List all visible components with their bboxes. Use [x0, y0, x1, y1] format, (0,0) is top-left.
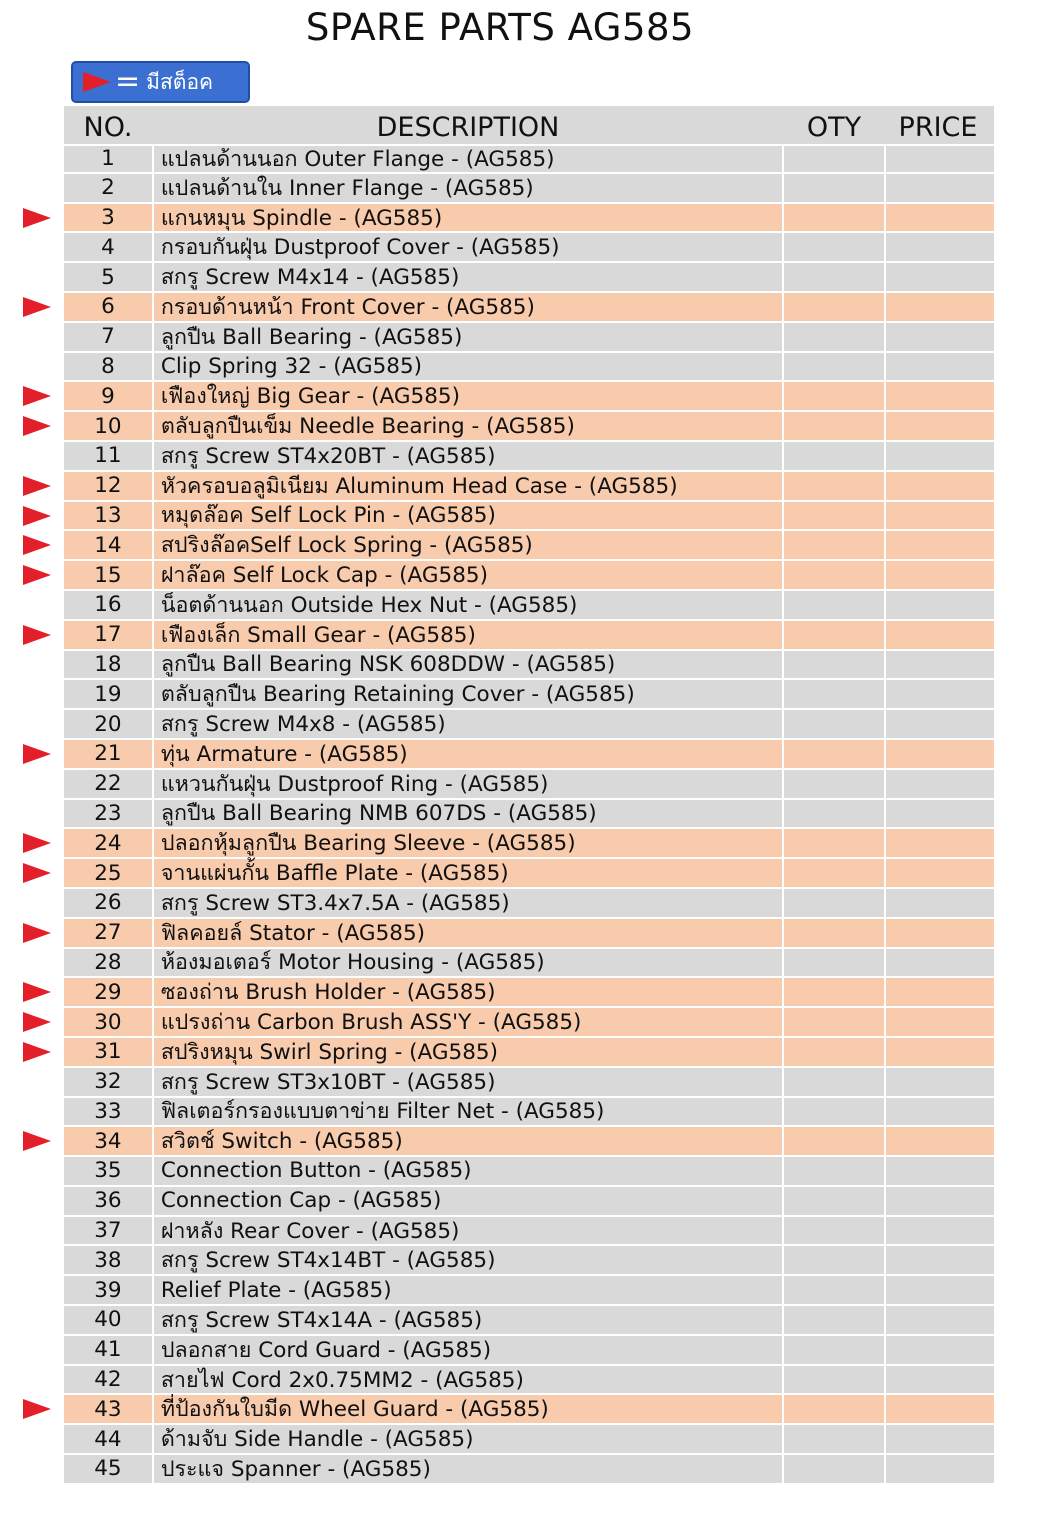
table-row	[64, 561, 994, 591]
table-row	[64, 263, 994, 293]
row-description: สกรู Screw M4x14 - (AG585)	[152, 263, 783, 291]
row-qty	[782, 146, 884, 172]
row-number: 9	[101, 383, 115, 409]
in-stock-marker-icon	[83, 72, 111, 92]
row-number: 39	[94, 1277, 122, 1303]
row-number: 4	[101, 234, 115, 260]
row-qty	[782, 1217, 884, 1245]
row-price	[884, 263, 994, 291]
row-price	[884, 472, 994, 500]
row-description: ลูกปืน Ball Bearing - (AG585)	[152, 323, 783, 351]
row-qty	[782, 859, 884, 887]
table-row	[64, 1425, 994, 1455]
row-description: สกรู Screw ST3.4x7.5A - (AG585)	[152, 889, 783, 917]
table-row	[64, 740, 994, 770]
row-price	[884, 1336, 994, 1364]
row-number: 18	[94, 651, 122, 677]
row-description: สปริงหมุน Swirl Spring - (AG585)	[152, 1038, 783, 1066]
row-qty	[782, 293, 884, 321]
row-price	[884, 502, 994, 530]
in-stock-marker-icon	[23, 923, 51, 943]
table-row	[64, 323, 994, 353]
in-stock-marker-icon	[23, 625, 51, 645]
row-price	[884, 1425, 994, 1453]
table-row	[64, 770, 994, 800]
row-qty	[782, 949, 884, 977]
row-price	[884, 1098, 994, 1126]
table-row	[64, 174, 994, 204]
table-row	[64, 651, 994, 681]
row-number: 17	[94, 622, 122, 648]
row-qty	[782, 561, 884, 589]
stock-legend	[71, 61, 250, 103]
in-stock-marker-icon	[23, 982, 51, 1002]
row-price	[884, 174, 994, 202]
row-description: แหวนกันฝุ่น Dustproof Ring - (AG585)	[152, 770, 783, 798]
row-number: 29	[94, 979, 122, 1005]
row-description: ฟิลคอยล์ Stator - (AG585)	[152, 919, 783, 947]
row-qty	[782, 323, 884, 351]
table-row	[64, 1068, 994, 1098]
row-description: กรอบกันฝุ่น Dustproof Cover - (AG585)	[152, 233, 783, 261]
row-qty	[782, 770, 884, 798]
row-description: สกรู Screw M4x8 - (AG585)	[152, 710, 783, 738]
row-description: น็อตด้านนอก Outside Hex Nut - (AG585)	[152, 591, 783, 619]
row-description: เฟืองใหญ่ Big Gear - (AG585)	[152, 382, 783, 410]
table-row	[64, 293, 994, 323]
row-number: 7	[101, 324, 115, 350]
row-description: สายไฟ Cord 2x0.75MM2 - (AG585)	[152, 1366, 783, 1394]
row-price	[884, 1157, 994, 1185]
row-price	[884, 978, 994, 1006]
row-description: ฟิลเตอร์กรองแบบตาข่าย Filter Net - (AG585)	[152, 1098, 783, 1126]
row-price	[884, 412, 994, 440]
page-title: SPARE PARTS AG585	[305, 6, 695, 49]
row-description: ฝาล๊อค Self Lock Cap - (AG585)	[152, 561, 783, 589]
in-stock-marker-icon	[23, 208, 51, 228]
table-row	[64, 233, 994, 263]
legend-label: มีสต็อค	[146, 69, 214, 94]
row-description: ห้องมอเตอร์ Motor Housing - (AG585)	[152, 949, 783, 977]
row-number: 8	[101, 353, 115, 379]
in-stock-marker-icon	[23, 744, 51, 764]
table-row	[64, 531, 994, 561]
in-stock-marker-icon	[23, 297, 51, 317]
row-qty	[782, 412, 884, 440]
row-qty	[782, 621, 884, 649]
table-row	[64, 1366, 994, 1396]
table-row	[64, 1395, 994, 1425]
row-number: 43	[94, 1396, 122, 1422]
row-description: ประแจ Spanner - (AG585)	[152, 1455, 783, 1483]
table-row	[64, 412, 994, 442]
row-price	[884, 1395, 994, 1423]
row-number: 19	[94, 681, 122, 707]
row-price	[884, 353, 994, 381]
row-price	[884, 1038, 994, 1066]
row-description: ด้ามจับ Side Handle - (AG585)	[152, 1425, 783, 1453]
row-description: ฝาหลัง Rear Cover - (AG585)	[152, 1217, 783, 1245]
row-qty	[782, 233, 884, 261]
row-qty	[782, 1366, 884, 1394]
in-stock-marker-icon	[23, 1042, 51, 1062]
row-description: ทุ่น Armature - (AG585)	[152, 740, 783, 768]
row-description: Connection Cap - (AG585)	[152, 1187, 783, 1215]
row-price	[884, 382, 994, 410]
row-qty	[782, 651, 884, 679]
row-price	[884, 710, 994, 738]
in-stock-marker-icon	[23, 863, 51, 883]
row-price	[884, 442, 994, 470]
row-qty	[782, 800, 884, 828]
row-number: 23	[94, 800, 122, 826]
row-description: ตลับลูกปืนเข็ม Needle Bearing - (AG585)	[152, 412, 783, 440]
row-qty	[782, 502, 884, 530]
row-description: สกรู Screw ST4x14BT - (AG585)	[152, 1246, 783, 1274]
table-row	[64, 1246, 994, 1276]
table-row	[64, 1336, 994, 1366]
row-number: 30	[94, 1009, 122, 1035]
row-description: สปริงล๊อคSelf Lock Spring - (AG585)	[152, 531, 783, 559]
row-number: 20	[94, 711, 122, 737]
row-number: 5	[101, 264, 115, 290]
row-description: ลูกปืน Ball Bearing NSK 608DDW - (AG585)	[152, 651, 783, 679]
in-stock-marker-icon	[23, 1012, 51, 1032]
row-description: Clip Spring 32 - (AG585)	[152, 353, 783, 381]
in-stock-marker-icon	[23, 476, 51, 496]
in-stock-marker-icon	[23, 386, 51, 406]
row-description: แปลนด้านใน Inner Flange - (AG585)	[152, 174, 783, 202]
table-body	[64, 144, 994, 1485]
row-number: 40	[94, 1307, 122, 1333]
row-number: 31	[94, 1039, 122, 1065]
row-qty	[782, 1008, 884, 1036]
table-row	[64, 1217, 994, 1247]
table-row	[64, 889, 994, 919]
row-qty	[782, 1068, 884, 1096]
row-qty	[782, 1425, 884, 1453]
row-qty	[782, 531, 884, 559]
table-row	[64, 949, 994, 979]
in-stock-marker-icon	[23, 565, 51, 585]
in-stock-marker-icon	[23, 535, 51, 555]
row-qty	[782, 1276, 884, 1304]
in-stock-marker-icon	[23, 416, 51, 436]
row-number: 13	[94, 502, 122, 528]
row-description: เฟืองเล็ก Small Gear - (AG585)	[152, 621, 783, 649]
table-row	[64, 1127, 994, 1157]
row-price	[884, 1366, 994, 1394]
row-price	[884, 919, 994, 947]
header-description: DESCRIPTION	[376, 112, 560, 143]
table-row	[64, 859, 994, 889]
table-row	[64, 472, 994, 502]
row-qty	[782, 174, 884, 202]
row-number: 34	[94, 1128, 122, 1154]
row-description: ซองถ่าน Brush Holder - (AG585)	[152, 978, 783, 1006]
table-row	[64, 829, 994, 859]
row-number: 11	[94, 443, 122, 469]
row-description: สกรู Screw ST4x20BT - (AG585)	[152, 442, 783, 470]
row-number: 12	[94, 473, 122, 499]
row-qty	[782, 740, 884, 768]
table-header	[64, 106, 994, 144]
row-price	[884, 1068, 994, 1096]
row-price	[884, 1187, 994, 1215]
row-qty	[782, 1395, 884, 1423]
row-price	[884, 1306, 994, 1334]
row-price	[884, 1217, 994, 1245]
row-qty	[782, 919, 884, 947]
row-price	[884, 949, 994, 977]
row-number: 27	[94, 920, 122, 946]
row-description: หมุดล๊อค Self Lock Pin - (AG585)	[152, 502, 783, 530]
row-price	[884, 531, 994, 559]
table-row	[64, 204, 994, 234]
in-stock-marker-icon	[23, 833, 51, 853]
row-number: 42	[94, 1367, 122, 1393]
table-row	[64, 1306, 994, 1336]
row-price	[884, 293, 994, 321]
parts-table	[64, 106, 994, 1485]
row-qty	[782, 978, 884, 1006]
row-number: 16	[94, 592, 122, 618]
row-price	[884, 800, 994, 828]
row-qty	[782, 1127, 884, 1155]
row-number: 15	[94, 562, 122, 588]
row-description: จานแผ่นกั้น Baffle Plate - (AG585)	[152, 859, 783, 887]
row-description: ตลับลูกปืน Bearing Retaining Cover - (AG585)	[152, 680, 783, 708]
row-description: ปลอกสาย Cord Guard - (AG585)	[152, 1336, 783, 1364]
row-description: แปรงถ่าน Carbon Brush ASS'Y - (AG585)	[152, 1008, 783, 1036]
row-qty	[782, 382, 884, 410]
row-price	[884, 561, 994, 589]
table-row	[64, 1455, 994, 1485]
row-number: 38	[94, 1247, 122, 1273]
row-number: 10	[94, 413, 122, 439]
row-qty	[782, 1306, 884, 1334]
table-row	[64, 978, 994, 1008]
row-qty	[782, 1157, 884, 1185]
header-no: NO.	[83, 112, 133, 143]
row-number: 25	[94, 860, 122, 886]
in-stock-marker-icon	[23, 1399, 51, 1419]
table-row	[64, 1157, 994, 1187]
row-price	[884, 889, 994, 917]
row-price	[884, 323, 994, 351]
row-description: แกนหมุน Spindle - (AG585)	[152, 204, 783, 232]
row-number: 24	[94, 830, 122, 856]
row-qty	[782, 1038, 884, 1066]
row-number: 3	[101, 204, 115, 230]
row-qty	[782, 829, 884, 857]
row-number: 33	[94, 1098, 122, 1124]
row-description: ปลอกหุ้มลูกปืน Bearing Sleeve - (AG585)	[152, 829, 783, 857]
row-number: 41	[94, 1337, 122, 1363]
row-price	[884, 829, 994, 857]
table-row	[64, 442, 994, 472]
row-number: 1	[101, 146, 115, 172]
table-row	[64, 710, 994, 740]
row-description: แปลนด้านนอก Outer Flange - (AG585)	[152, 146, 783, 172]
table-row	[64, 1098, 994, 1128]
row-qty	[782, 1455, 884, 1483]
row-qty	[782, 889, 884, 917]
table-row	[64, 1038, 994, 1068]
row-qty	[782, 263, 884, 291]
table-row	[64, 919, 994, 949]
row-number: 32	[94, 1069, 122, 1095]
row-price	[884, 651, 994, 679]
row-qty	[782, 1187, 884, 1215]
table-row	[64, 1008, 994, 1038]
row-price	[884, 1276, 994, 1304]
row-number: 6	[101, 294, 115, 320]
table-row	[64, 144, 994, 174]
legend-equals: =	[115, 64, 141, 99]
row-price	[884, 146, 994, 172]
row-price	[884, 204, 994, 232]
row-qty	[782, 591, 884, 619]
table-row	[64, 502, 994, 532]
row-description: ลูกปืน Ball Bearing NMB 607DS - (AG585)	[152, 800, 783, 828]
row-price	[884, 233, 994, 261]
in-stock-marker-icon	[23, 1131, 51, 1151]
row-price	[884, 770, 994, 798]
row-number: 35	[94, 1158, 122, 1184]
row-qty	[782, 472, 884, 500]
row-description: สกรู Screw ST4x14A - (AG585)	[152, 1306, 783, 1334]
table-row	[64, 1276, 994, 1306]
table-row	[64, 680, 994, 710]
row-price	[884, 1246, 994, 1274]
row-qty	[782, 1098, 884, 1126]
row-price	[884, 621, 994, 649]
row-description: สกรู Screw ST3x10BT - (AG585)	[152, 1068, 783, 1096]
row-description: Connection Button - (AG585)	[152, 1157, 783, 1185]
row-number: 22	[94, 771, 122, 797]
row-price	[884, 591, 994, 619]
row-qty	[782, 710, 884, 738]
row-price	[884, 1455, 994, 1483]
table-row	[64, 382, 994, 412]
row-number: 21	[94, 741, 122, 767]
row-description: กรอบด้านหน้า Front Cover - (AG585)	[152, 293, 783, 321]
row-qty	[782, 680, 884, 708]
row-description: หัวครอบอลูมิเนียม Aluminum Head Case - (AG585)	[152, 472, 783, 500]
row-description: สวิตช์ Switch - (AG585)	[152, 1127, 783, 1155]
row-qty	[782, 204, 884, 232]
row-price	[884, 740, 994, 768]
row-description: Relief Plate - (AG585)	[152, 1276, 783, 1304]
row-number: 45	[94, 1456, 122, 1482]
row-price	[884, 680, 994, 708]
row-qty	[782, 1246, 884, 1274]
table-row	[64, 621, 994, 651]
in-stock-marker-icon	[23, 506, 51, 526]
row-number: 36	[94, 1188, 122, 1214]
row-number: 37	[94, 1218, 122, 1244]
row-qty	[782, 353, 884, 381]
row-number: 28	[94, 949, 122, 975]
table-row	[64, 1187, 994, 1217]
table-row	[64, 800, 994, 830]
row-number: 26	[94, 890, 122, 916]
row-number: 2	[101, 175, 115, 201]
row-number: 44	[94, 1426, 122, 1452]
table-row	[64, 353, 994, 383]
row-qty	[782, 442, 884, 470]
table-row	[64, 591, 994, 621]
row-price	[884, 1127, 994, 1155]
header-qty: OTY	[806, 112, 862, 143]
header-price: PRICE	[898, 112, 978, 143]
row-qty	[782, 1336, 884, 1364]
row-number: 14	[94, 532, 122, 558]
row-price	[884, 859, 994, 887]
row-description: ที่ป้องกันใบมีด Wheel Guard - (AG585)	[152, 1395, 783, 1423]
row-price	[884, 1008, 994, 1036]
